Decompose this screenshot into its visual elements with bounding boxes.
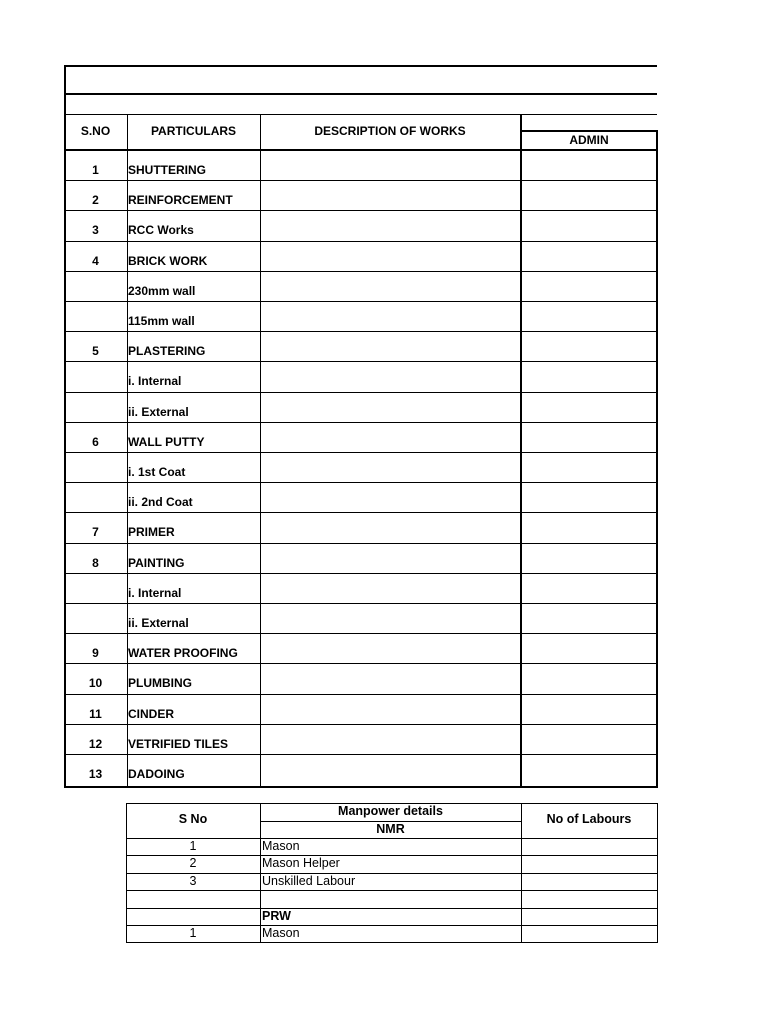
row-divider [64, 603, 657, 604]
row-sno: 8 [92, 556, 99, 570]
row-particular: 115mm wall [128, 314, 195, 328]
row-particular: BRICK WORK [128, 254, 208, 268]
row-divider [64, 573, 657, 574]
row-divider [64, 754, 657, 755]
row-particular: i. Internal [128, 374, 182, 388]
col-divider-admin-right [656, 130, 658, 788]
row-particular: i. 1st Coat [128, 465, 186, 479]
row-particular: REINFORCEMENT [128, 193, 233, 207]
mp-row-sno: 3 [189, 874, 197, 888]
row-particular: i. Internal [128, 586, 182, 600]
row-sno: 1 [92, 163, 99, 177]
row-particular: RCC Works [128, 223, 194, 237]
row-divider [64, 422, 657, 423]
row-particular: 230mm wall [128, 284, 196, 298]
mp-row-divider [126, 908, 658, 909]
row-sno: 11 [89, 707, 102, 721]
header-particulars: PARTICULARS [150, 124, 237, 138]
row-sno: 7 [92, 525, 99, 539]
mp-row-divider [126, 890, 658, 891]
row-particular: PLUMBING [128, 676, 192, 690]
admin-header-border [520, 130, 657, 132]
mp-row-sno: 1 [189, 926, 197, 940]
col-divider-description [520, 114, 522, 788]
header-description: DESCRIPTION OF WORKS [314, 124, 466, 138]
mp-row-sno: 1 [189, 839, 197, 853]
mp-row-name: PRW [262, 909, 291, 923]
row-sno: 4 [92, 254, 99, 268]
mp-row-name: Mason Helper [262, 856, 340, 870]
mp-header-details: Manpower details [338, 804, 443, 818]
header-sno: S.NO [80, 124, 111, 138]
row-divider [64, 694, 657, 695]
row-particular: PRIMER [128, 525, 175, 539]
row-divider [64, 482, 657, 483]
row-particular: WALL PUTTY [128, 435, 205, 449]
mp-row-sno: 2 [189, 856, 197, 870]
row-particular: WATER PROOFING [128, 646, 238, 660]
row-divider [64, 392, 657, 393]
row-sno: 2 [92, 193, 99, 207]
row-divider [64, 633, 657, 634]
row-particular: ii. External [128, 616, 189, 630]
row-sno: 9 [92, 646, 99, 660]
header-bottom-border [64, 149, 657, 151]
row-particular: ii. 2nd Coat [128, 495, 193, 509]
mp-header-nmr: NMR [376, 822, 405, 836]
mp-row-name: Mason [262, 926, 300, 940]
row-particular: CINDER [128, 707, 175, 721]
mp-row-divider [126, 942, 658, 943]
row-divider [64, 331, 657, 332]
row-sno: 13 [88, 767, 103, 781]
row-particular: SHUTTERING [128, 163, 206, 177]
row-divider [64, 210, 657, 211]
subtitle-row-border [64, 114, 657, 115]
mp-header-labours: No of Labours [546, 812, 632, 826]
row-sno: 3 [92, 223, 99, 237]
row-sno: 12 [88, 737, 103, 751]
row-divider [64, 452, 657, 453]
mp-header-sno: S No [178, 812, 208, 826]
mp-row-name: Mason [262, 839, 300, 853]
col-divider-particulars [260, 114, 261, 788]
row-divider [64, 361, 657, 362]
row-divider [64, 241, 657, 242]
row-divider [64, 301, 657, 302]
row-sno: 6 [92, 435, 99, 449]
row-sno: 10 [88, 676, 103, 690]
table-bottom-border [64, 786, 657, 788]
row-particular: PLASTERING [128, 344, 206, 358]
title-row-border [64, 93, 657, 95]
row-divider [64, 724, 657, 725]
row-divider [64, 543, 657, 544]
header-admin: ADMIN [569, 133, 609, 147]
table-top-border [64, 65, 657, 67]
row-divider [64, 663, 657, 664]
row-particular: PAINTING [128, 556, 185, 570]
row-divider [64, 180, 657, 181]
row-divider [64, 271, 657, 272]
mp-row-name: Unskilled Labour [262, 874, 356, 888]
row-particular: VETRIFIED TILES [128, 737, 229, 751]
row-particular: DADOING [128, 767, 185, 781]
row-particular: ii. External [128, 405, 189, 419]
row-sno: 5 [92, 344, 99, 358]
row-divider [64, 512, 657, 513]
